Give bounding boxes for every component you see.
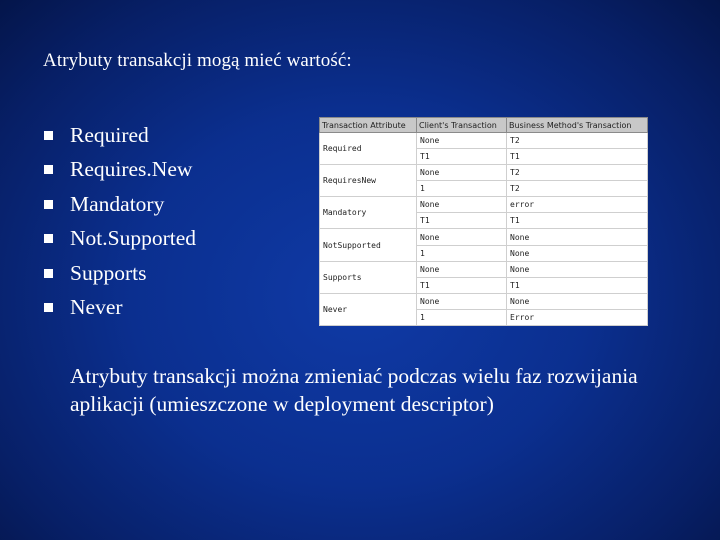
table-row <box>320 229 648 245</box>
attribute-cell: Required <box>320 133 417 165</box>
column-header: Transaction Attribute <box>320 118 417 133</box>
attribute-cell: Never <box>320 293 417 325</box>
client-transaction-cell: 1 <box>417 245 507 261</box>
bullet-item <box>44 118 196 153</box>
method-transaction-cell: None <box>507 261 648 277</box>
bullet-square-icon <box>44 165 53 174</box>
attribute-cell: Supports <box>320 261 417 293</box>
transaction-attributes-table <box>319 117 648 326</box>
method-transaction-cell: T1 <box>507 213 648 229</box>
bullet-square-icon <box>44 131 53 140</box>
attribute-cell: Mandatory <box>320 197 417 229</box>
client-transaction-cell: T1 <box>417 277 507 293</box>
bullet-item <box>44 222 196 257</box>
client-transaction-cell: 1 <box>417 309 507 325</box>
client-transaction-cell: T1 <box>417 213 507 229</box>
slide-title: Atrybuty transakcji mogą mieć wartość: <box>43 50 352 71</box>
bullet-text: Supports <box>70 260 147 285</box>
attribute-cell: RequiresNew <box>320 165 417 197</box>
bullet-item <box>44 291 196 326</box>
method-transaction-cell: error <box>507 197 648 213</box>
method-transaction-cell: None <box>507 293 648 309</box>
client-transaction-cell: None <box>417 261 507 277</box>
client-transaction-cell: None <box>417 165 507 181</box>
table-row <box>320 261 648 277</box>
table-row <box>320 165 648 181</box>
note-text: Atrybuty transakcji można zmieniać podczas wielu faz rozwijania aplikacji (umieszczone w deployment descriptor) <box>70 364 638 416</box>
method-transaction-cell: T2 <box>507 133 648 149</box>
bullet-square-icon <box>44 200 53 209</box>
method-transaction-cell: T2 <box>507 181 648 197</box>
bullet-item <box>44 153 196 188</box>
client-transaction-cell: None <box>417 197 507 213</box>
bullet-square-icon <box>44 269 53 278</box>
bullet-text: Required <box>70 122 149 147</box>
bullet-text: Not.Supported <box>70 226 197 251</box>
method-transaction-cell: T2 <box>507 165 648 181</box>
bullet-item <box>44 187 196 222</box>
client-transaction-cell: T1 <box>417 149 507 165</box>
column-header: Client's Transaction <box>417 118 507 133</box>
attribute-cell: NotSupported <box>320 229 417 261</box>
client-transaction-cell: None <box>417 293 507 309</box>
table-row <box>320 133 648 149</box>
method-transaction-cell: Error <box>507 309 648 325</box>
client-transaction-cell: 1 <box>417 181 507 197</box>
bullet-square-icon <box>44 234 53 243</box>
client-transaction-cell: None <box>417 133 507 149</box>
bullet-text: Requires.New <box>70 157 193 182</box>
column-header: Business Method's Transaction <box>507 118 648 133</box>
bullet-text: Mandatory <box>70 191 165 216</box>
method-transaction-cell: None <box>507 229 648 245</box>
method-transaction-cell: None <box>507 245 648 261</box>
method-transaction-cell: T1 <box>507 277 648 293</box>
table-row <box>320 197 648 213</box>
bullet-square-icon <box>44 303 53 312</box>
bullet-item <box>44 256 196 291</box>
attributes-table <box>319 117 648 326</box>
client-transaction-cell: None <box>417 229 507 245</box>
method-transaction-cell: T1 <box>507 149 648 165</box>
bullet-text: Never <box>70 295 123 320</box>
table-row <box>320 293 648 309</box>
bullet-list <box>44 118 196 325</box>
table-header-row <box>320 118 648 133</box>
